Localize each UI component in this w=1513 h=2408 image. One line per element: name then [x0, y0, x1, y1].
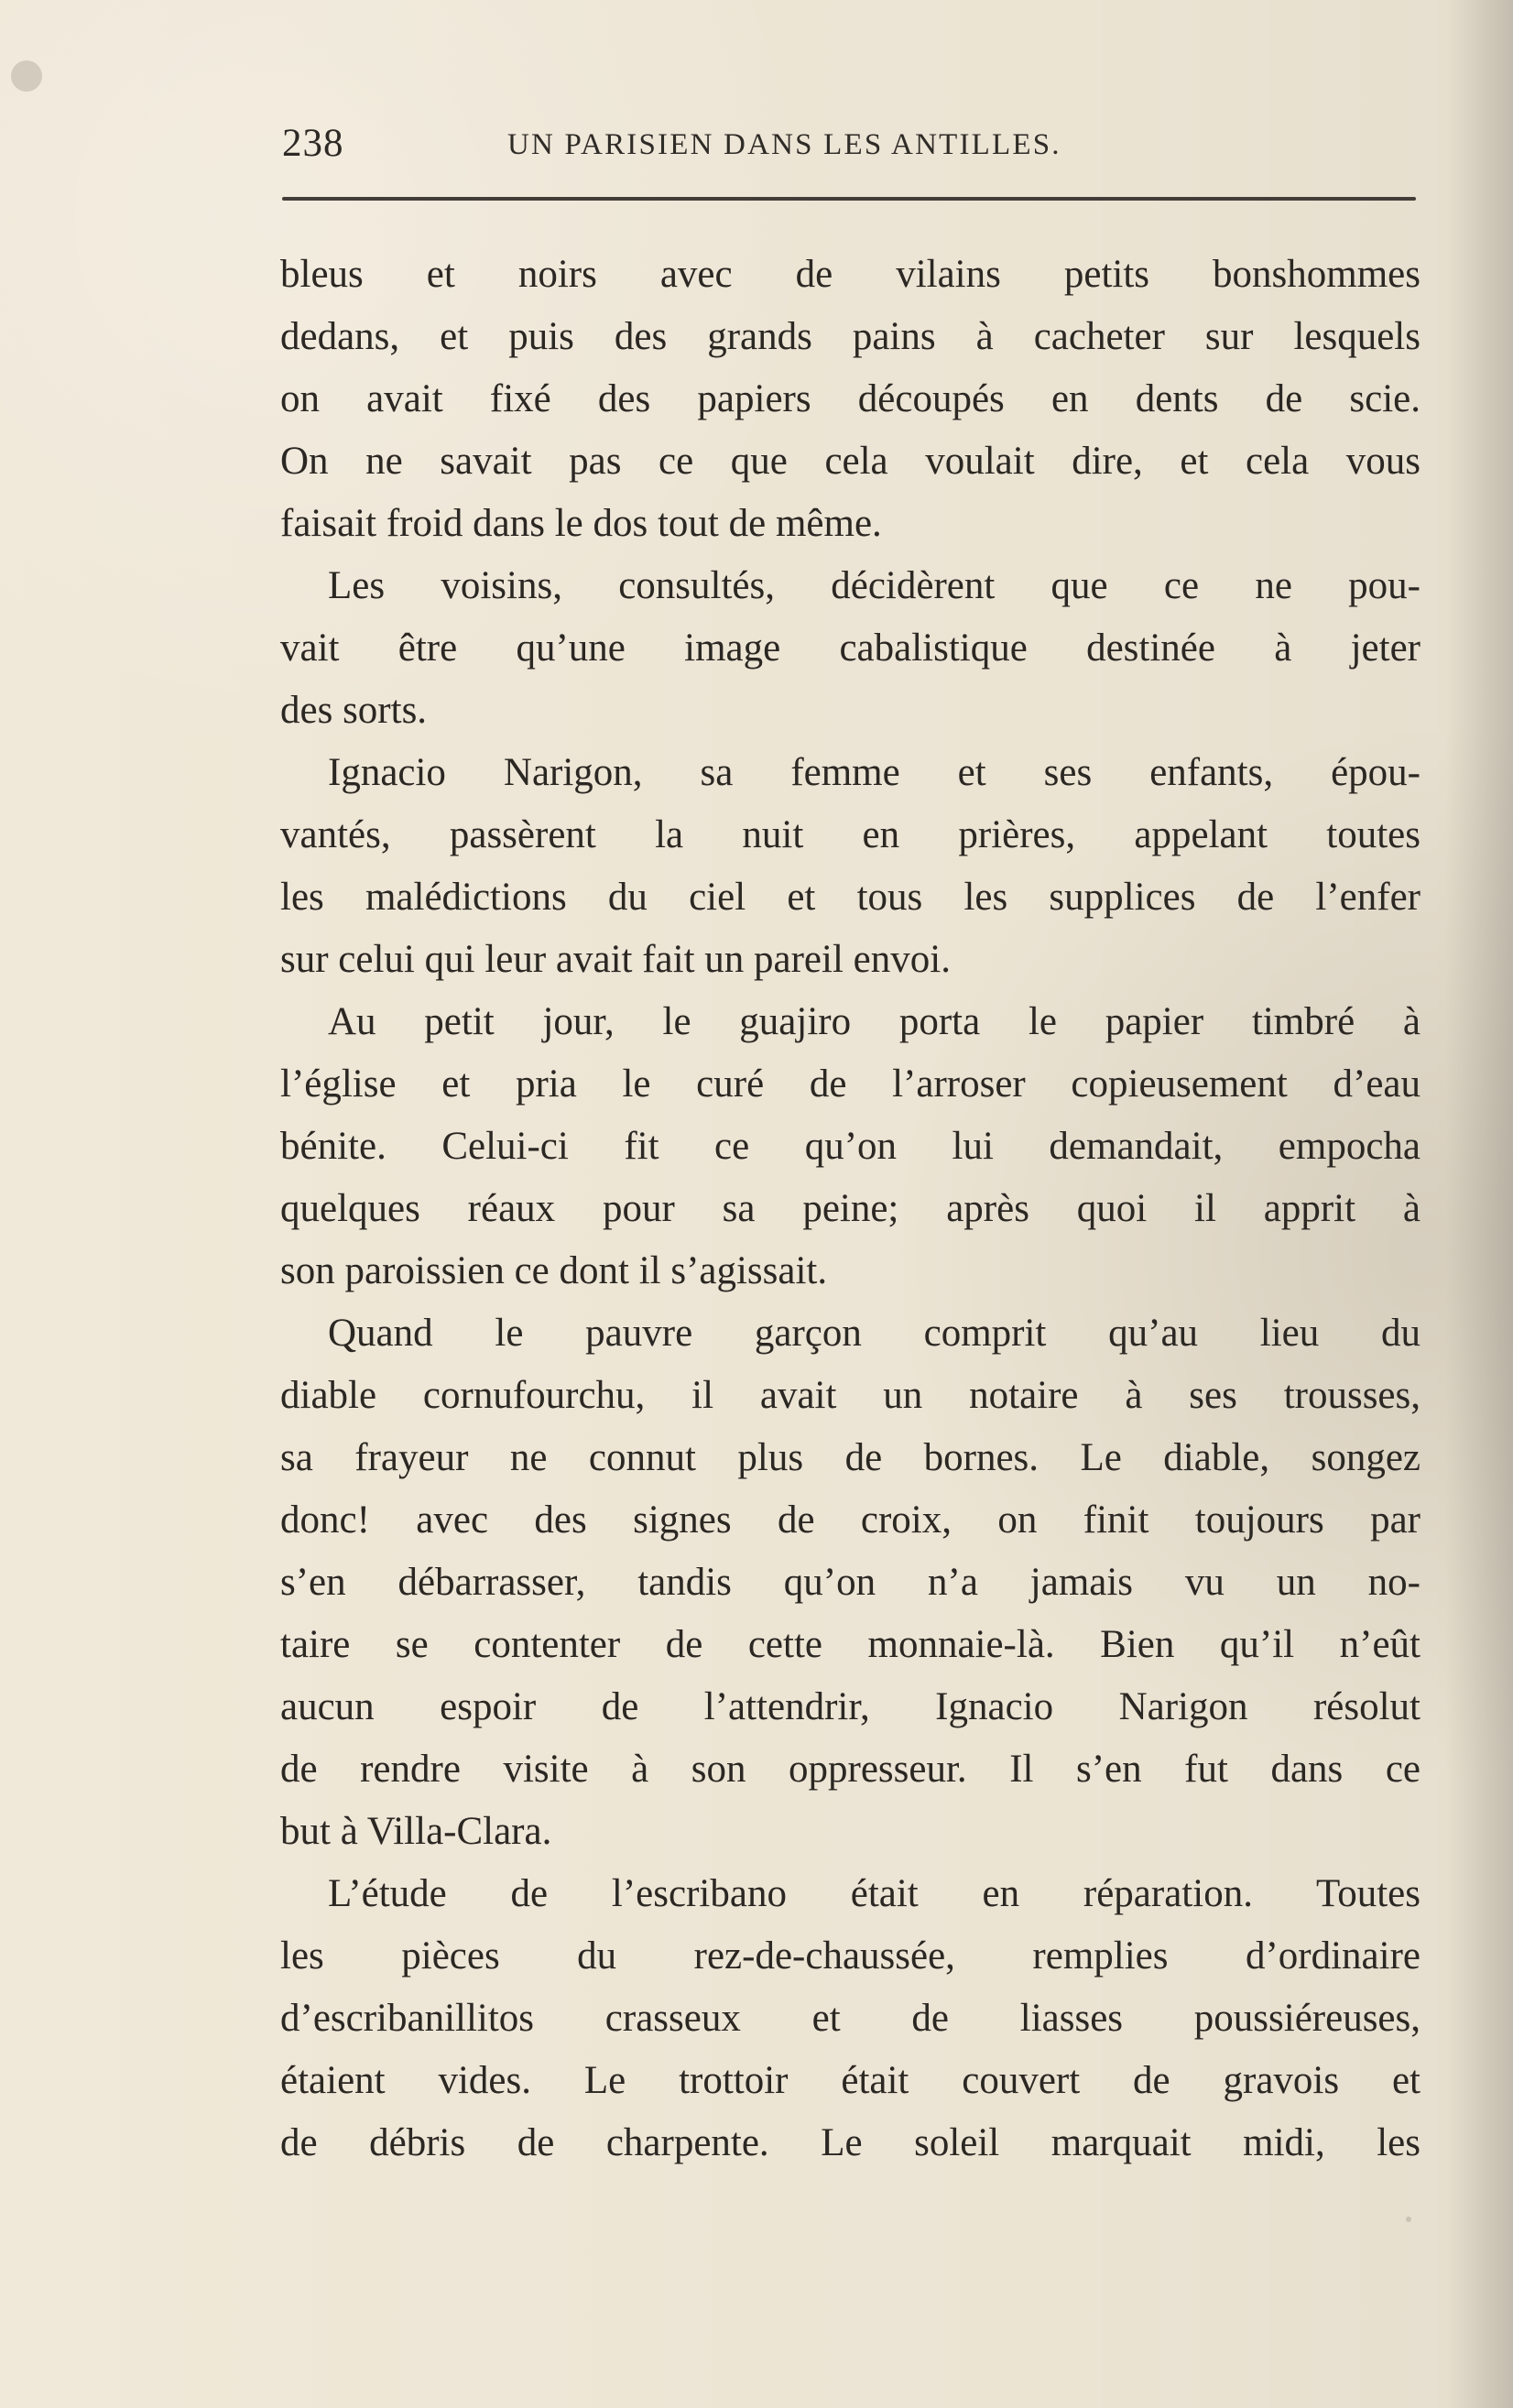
running-title: UN PARISIEN DANS LES ANTILLES.: [507, 128, 1061, 161]
body-line: dedans, et puis des grands pains à cacheter sur lesquels: [280, 315, 1420, 358]
body-line: Au petit jour, le guajiro porta le papier timbré à: [328, 1000, 1420, 1043]
body-line: d’escribanillitos crasseux et de liasses poussiéreuses,: [280, 1997, 1420, 2040]
body-line: Ignacio Narigon, sa femme et ses enfants, épou-: [328, 751, 1420, 794]
body-line: taire se contenter de cette monnaie-là. Bien qu’il n’eût: [280, 1623, 1420, 1666]
body-line: vait être qu’une image cabalistique destinée à jeter: [280, 627, 1420, 670]
page-edge-shadow: [1445, 0, 1513, 2408]
body-line: bleus et noirs avec de vilains petits bonshommes: [280, 253, 1420, 296]
body-line: faisait froid dans le dos tout de même.: [280, 502, 882, 545]
body-line: diable cornufourchu, il avait un notaire à ses trousses,: [280, 1374, 1420, 1417]
body-line: but à Villa-Clara.: [280, 1810, 552, 1853]
body-line: de rendre visite à son oppresseur. Il s’en fut dans ce: [280, 1748, 1420, 1791]
body-line: Quand le pauvre garçon comprit qu’au lieu du: [328, 1312, 1420, 1355]
body-line: les pièces du rez-de-chaussée, remplies d’ordinaire: [280, 1934, 1420, 1978]
paper-speck: [11, 60, 42, 92]
body-line: sa frayeur ne connut plus de bornes. Le diable, songez: [280, 1436, 1420, 1479]
body-line: des sorts.: [280, 689, 428, 732]
body-line: Les voisins, consultés, décidèrent que ce ne pou-: [328, 564, 1420, 607]
body-line: les malédictions du ciel et tous les supplices de l’enfer: [280, 876, 1420, 919]
body-line: vantés, passèrent la nuit en prières, appelant toutes: [280, 813, 1420, 856]
body-line: on avait fixé des papiers découpés en dents de scie.: [280, 377, 1420, 420]
body-line: son paroissien ce dont il s’agissait.: [280, 1249, 828, 1292]
body-line: quelques réaux pour sa peine; après quoi il apprit à: [280, 1187, 1420, 1230]
body-line: s’en débarrasser, tandis qu’on n’a jamais vu un no-: [280, 1561, 1420, 1604]
header-rule: [282, 197, 1416, 201]
paper-speck: [1406, 2217, 1411, 2222]
body-line: bénite. Celui-ci fit ce qu’on lui demandait, empocha: [280, 1125, 1420, 1168]
body-line: aucun espoir de l’attendrir, Ignacio Narigon résolut: [280, 1685, 1420, 1728]
body-line: étaient vides. Le trottoir était couvert de gravois et: [280, 2059, 1420, 2102]
body-line: L’étude de l’escribano était en réparation. Toutes: [328, 1872, 1420, 1915]
page-number: 238: [282, 122, 344, 165]
body-line: On ne savait pas ce que cela voulait dire, et cela vous: [280, 440, 1420, 483]
page-header: [282, 121, 1418, 169]
body-line: l’église et pria le curé de l’arroser copieusement d’eau: [280, 1062, 1420, 1106]
body-line: de débris de charpente. Le soleil marquait midi, les: [280, 2121, 1420, 2164]
body-line: donc! avec des signes de croix, on finit toujours par: [280, 1498, 1420, 1542]
body-text: [280, 244, 1420, 2174]
body-line: sur celui qui leur avait fait un pareil envoi.: [280, 938, 951, 981]
